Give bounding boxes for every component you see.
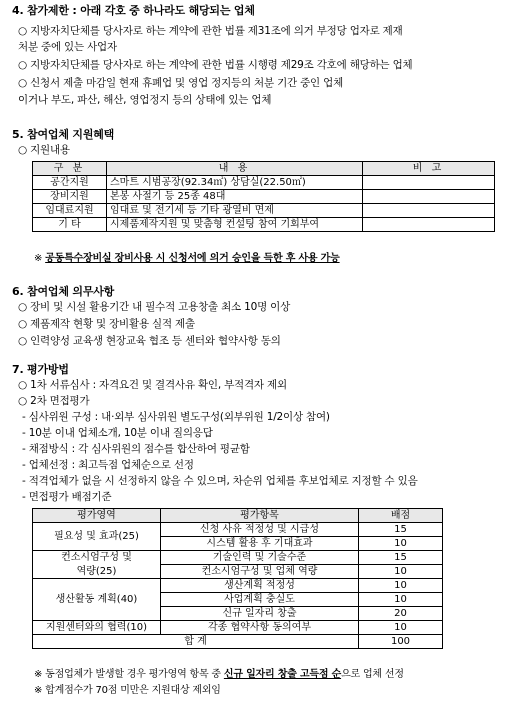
table-row <box>33 551 443 565</box>
header-score: 배점 <box>359 509 443 523</box>
cell-item: 시스템 활용 후 기대효과 <box>161 537 359 551</box>
table-row <box>33 621 443 635</box>
header-item: 평가항목 <box>161 509 359 523</box>
section-6-item-3: ○ 인력양성 교육생 현장교육 협조 등 센터와 협약사항 동의 <box>18 335 281 347</box>
section-4-item-2: ○ 지방자치단체를 당사자로 하는 계약에 관한 법률 시행령 제29조 각호에 해당하는 업체 <box>18 59 413 71</box>
cell-content: 시제품제작지원 및 맞춤형 컨설팅 참여 기회부여 <box>107 218 363 232</box>
note-mark: ※ <box>34 669 43 680</box>
cell-score: 15 <box>359 523 443 537</box>
section-7-sub-2: - 10분 이내 업체소개, 10분 이내 질의응답 <box>22 427 213 439</box>
cell-content: 임대료 및 전기세 등 기타 광열비 면제 <box>107 204 363 218</box>
support-table <box>32 161 495 232</box>
table-row <box>33 523 443 537</box>
cell-remark <box>363 190 495 204</box>
cell-remark <box>363 218 495 232</box>
section-5-heading: 5. 참여업체 지원혜택 <box>12 128 115 141</box>
section-6-item-1: ○ 장비 및 시설 활용기간 내 필수적 고용창출 최소 10명 이상 <box>18 301 291 313</box>
cell-remark <box>363 176 495 190</box>
note-text-post: 으로 업체 선정 <box>341 669 404 680</box>
cell-score: 10 <box>359 537 443 551</box>
table-header-row <box>33 509 443 523</box>
section-4-item-3-cont: 이거나 부도, 파산, 해산, 영업정지 등의 상태에 있는 업체 <box>18 94 272 106</box>
cell-score: 10 <box>359 621 443 635</box>
note-text-bold: 신규 일자리 창출 고득점 순 <box>223 669 342 680</box>
table-total-row <box>33 635 443 649</box>
section-7-note-1 <box>34 668 404 682</box>
section-6-heading: 6. 참여업체 의무사항 <box>12 285 115 298</box>
section-5-sub: ○ 지원내용 <box>18 144 70 156</box>
table-header-row <box>33 162 495 176</box>
cell-remark <box>363 204 495 218</box>
note-text: 공동특수장비실 장비사용 시 신청서에 의거 승인을 득한 후 사용 가능 <box>45 253 340 264</box>
cell-score: 10 <box>359 565 443 579</box>
cell-category: 임대료지원 <box>33 204 107 218</box>
cell-content: 본봉 사절기 등 25종 48대 <box>107 190 363 204</box>
note-text: 합계점수가 70점 미만은 지원대상 제외임 <box>45 685 221 696</box>
section-7-sub-1: - 심사위원 구성 : 내·외부 심사위원 별도구성(외부위원 1/2이상 참여) <box>22 411 330 423</box>
header-content: 내 용 <box>107 162 363 176</box>
cell-item: 컨소시엄구성 및 업체 역량 <box>161 565 359 579</box>
header-category: 구 분 <box>33 162 107 176</box>
table-row <box>33 204 495 218</box>
note-mark: ※ <box>34 253 43 264</box>
header-remark: 비 고 <box>363 162 495 176</box>
cell-category: 공간지원 <box>33 176 107 190</box>
section-4-item-1-cont: 처분 중에 있는 사업자 <box>18 41 117 53</box>
cell-item: 신청 사유 적정성 및 시급성 <box>161 523 359 537</box>
table-row <box>33 218 495 232</box>
section-7-sub-5: - 적격업체가 없을 시 선정하지 않을 수 있으며, 차순위 업체를 후보업체로 지정할 수 있음 <box>22 475 418 487</box>
cell-item: 생산계획 적정성 <box>161 579 359 593</box>
cell-content: 스마트 시범공장(92.34㎡) 상담실(22.50㎡) <box>107 176 363 190</box>
note-text-pre: 동점업체가 발생할 경우 평가영역 항목 중 <box>45 669 221 680</box>
cell-score: 15 <box>359 551 443 565</box>
cell-item: 신규 일자리 창출 <box>161 607 359 621</box>
cell-category: 장비지원 <box>33 190 107 204</box>
table-row <box>33 565 443 579</box>
cell-category: 기 타 <box>33 218 107 232</box>
section-4-item-3: ○ 신청서 제출 마감일 현재 휴폐업 및 영업 정지등의 처분 기간 중인 업체 <box>18 77 344 89</box>
section-7-note-2 <box>34 684 221 698</box>
cell-item: 사업계획 충실도 <box>161 593 359 607</box>
cell-score: 20 <box>359 607 443 621</box>
cell-item: 각종 협약사항 동의여부 <box>161 621 359 635</box>
cell-total-label: 합 계 <box>33 635 359 649</box>
cell-area: 컨소시엄구성 및 <box>33 551 161 565</box>
section-5-note <box>34 252 340 266</box>
table-row <box>33 190 495 204</box>
cell-score: 10 <box>359 579 443 593</box>
section-4-heading: 4. 참가제한 : 아래 각호 중 하나라도 해당되는 업체 <box>12 4 255 17</box>
section-7-sub-3: - 채점방식 : 각 심사위원의 점수를 합산하여 평균함 <box>22 443 250 455</box>
table-row <box>33 579 443 593</box>
header-area: 평가영역 <box>33 509 161 523</box>
section-7-item-1: ○ 1차 서류심사 : 자격요건 및 결격사유 확인, 부적격자 제외 <box>18 379 287 391</box>
section-7-sub-4: - 업체선정 : 최고득점 업체순으로 선정 <box>22 459 194 471</box>
section-4-item-1: ○ 지방자치단체를 당사자로 하는 계약에 관한 법률 제31조에 의거 부정당 업자로 제재 <box>18 25 403 37</box>
cell-score: 10 <box>359 593 443 607</box>
cell-area: 필요성 및 효과(25) <box>33 523 161 551</box>
cell-area: 역량(25) <box>33 565 161 579</box>
cell-area: 생산활동 계획(40) <box>33 579 161 621</box>
cell-item: 기술인력 및 기술수준 <box>161 551 359 565</box>
section-7-sub-6: - 면접평가 배점기준 <box>22 491 112 503</box>
cell-total-score: 100 <box>359 635 443 649</box>
section-6-item-2: ○ 제품제작 현황 및 장비활용 실적 제출 <box>18 318 195 330</box>
cell-area: 지원센터와의 협력(10) <box>33 621 161 635</box>
scoring-table <box>32 508 443 649</box>
table-row <box>33 176 495 190</box>
note-mark: ※ <box>34 685 43 696</box>
section-7-item-2: ○ 2차 면접평가 <box>18 395 90 407</box>
section-7-heading: 7. 평가방법 <box>12 363 69 376</box>
